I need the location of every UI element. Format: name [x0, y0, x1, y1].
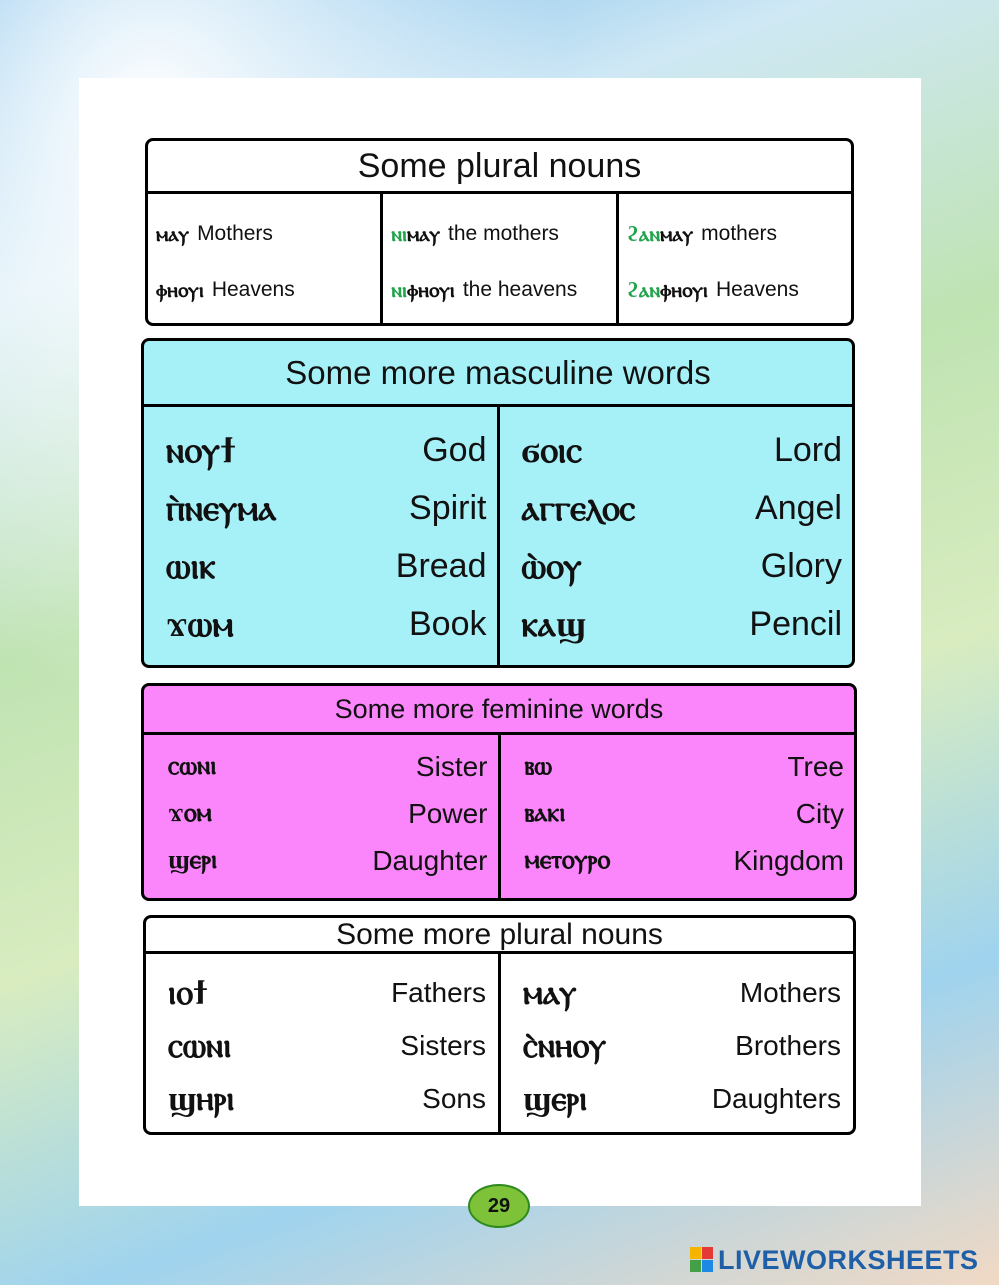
coptic-word: ⲙⲁⲩ [523, 972, 577, 1013]
coptic-word: ϣⲉⲣⲓ [523, 1078, 588, 1119]
english-word: Sons [422, 1082, 486, 1114]
plural-prefix: ⲛⲓ [391, 221, 407, 246]
word-row [627, 206, 843, 262]
coptic-word: ⲡ̀ⲛⲉⲩⲙⲁ [166, 486, 277, 529]
word-row [391, 206, 607, 262]
english-word: the mothers [448, 222, 559, 245]
feminine-right-column [498, 735, 855, 901]
word-row [523, 966, 841, 1019]
plural-nouns-box [145, 138, 854, 326]
coptic-word: ⲛⲟⲩϯ [166, 428, 237, 471]
box-title: Some more feminine words [144, 686, 854, 735]
feminine-words-box [141, 683, 857, 901]
english-word: God [422, 430, 487, 469]
english-word: Glory [760, 546, 842, 585]
word-row [525, 837, 845, 884]
word-row [168, 790, 488, 837]
english-word: Kingdom [733, 844, 844, 876]
masculine-right-column [497, 407, 853, 668]
box-title: Some more masculine words [144, 341, 852, 407]
english-word: Daughters [711, 1082, 841, 1114]
word-row [168, 743, 488, 790]
english-word: City [795, 797, 844, 829]
word-row [627, 262, 843, 318]
coptic-word: ⲙⲉⲧⲟⲩⲣⲟ [524, 845, 611, 875]
coptic-word: ϣⲉⲣⲓ [168, 845, 218, 875]
coptic-stem: ⲙⲁⲩ [406, 221, 441, 246]
plural-right-column [498, 954, 853, 1135]
word-row [522, 421, 843, 479]
english-word: Sister [415, 750, 488, 782]
word-row [522, 595, 843, 653]
english-word: Pencil [749, 604, 842, 643]
word-row [156, 206, 372, 262]
page-number-badge: 29 [468, 1184, 530, 1228]
coptic-word: ⲫⲏⲟⲩⲓ [156, 277, 204, 302]
coptic-word: ⲥⲱⲛⲓ [168, 751, 217, 781]
word-row [391, 262, 607, 318]
english-word: Tree [787, 750, 844, 782]
word-row [168, 1019, 486, 1072]
english-word: Daughter [372, 844, 488, 876]
coptic-word: ⲱ̀ⲟⲩ [521, 544, 582, 587]
coptic-word-with-prefix [391, 277, 454, 303]
word-row [523, 1072, 841, 1125]
box-title: Some more plural nouns [146, 918, 853, 954]
coptic-word: ⲥ̀ⲛⲏⲟⲩ [523, 1025, 607, 1066]
coptic-word: ϫⲟⲙ [168, 798, 212, 828]
coptic-word-with-prefix [627, 277, 708, 303]
english-word: Mothers [739, 976, 841, 1008]
coptic-word: ⲕⲁϣ [521, 602, 586, 645]
english-word: Heavens [715, 278, 799, 301]
word-row [522, 537, 843, 595]
english-word: Angel [755, 488, 842, 527]
english-word: Bread [395, 546, 487, 585]
plural-prefix: ⲛⲓ [391, 277, 407, 302]
english-word: Mothers [197, 222, 273, 245]
coptic-stem: ⲫⲏⲟⲩⲓ [406, 277, 455, 302]
liveworksheets-brand[interactable] [690, 1243, 979, 1277]
word-row [168, 966, 486, 1019]
word-row [166, 595, 487, 653]
english-word: Sisters [400, 1029, 486, 1061]
word-row [168, 837, 488, 884]
word-row [525, 743, 845, 790]
coptic-stem: ⲫⲏⲟⲩⲓ [660, 277, 708, 302]
coptic-word: ϫⲱⲙ [166, 602, 234, 645]
english-word: mothers [701, 222, 778, 245]
word-row [168, 1072, 486, 1125]
more-plural-nouns-box [143, 915, 856, 1135]
coptic-word: ⲓⲟϯ [168, 972, 209, 1013]
word-row [166, 537, 487, 595]
english-word: Brothers [735, 1029, 841, 1061]
coptic-word-with-prefix [627, 221, 694, 247]
word-row [166, 421, 487, 479]
coptic-word: ⲁⲅⲅⲉⲗⲟⲥ [521, 486, 636, 529]
coptic-word: ⲱⲓⲕ [166, 544, 216, 587]
word-row [523, 1019, 841, 1072]
plural-left-column [146, 954, 498, 1135]
word-row [522, 479, 843, 537]
coptic-word: ⲥⲱⲛⲓ [168, 1025, 232, 1066]
english-word: Fathers [391, 976, 486, 1008]
word-row [156, 262, 372, 318]
word-row [525, 790, 845, 837]
coptic-word: ϣⲏⲣⲓ [168, 1078, 235, 1119]
feminine-left-column [144, 735, 498, 901]
brand-name: LIVEWORKSHEETS [718, 1244, 979, 1275]
plural-prefix: ϩⲁⲛ [626, 221, 661, 246]
english-word: Lord [773, 430, 842, 469]
box-title: Some plural nouns [148, 141, 851, 194]
coptic-word-with-prefix [391, 221, 440, 247]
coptic-word: ⲙⲁⲩ [156, 221, 190, 246]
english-word: Heavens [211, 278, 295, 301]
liveworksheets-logo-icon [690, 1247, 714, 1273]
word-row [166, 479, 487, 537]
coptic-word: ϭⲟⲓⲥ [521, 428, 583, 471]
coptic-stem: ⲙⲁⲩ [660, 221, 694, 246]
masculine-left-column [144, 407, 497, 668]
plural-column-bare [148, 194, 380, 326]
coptic-word: ⲃⲱ [524, 751, 553, 781]
coptic-word: ⲃⲁⲕⲓ [524, 798, 566, 828]
plural-prefix: ϩⲁⲛ [626, 277, 661, 302]
english-word: Power [408, 797, 488, 829]
plural-column-definite [380, 194, 615, 326]
english-word: the heavens [462, 278, 578, 301]
english-word: Spirit [409, 488, 487, 527]
english-word: Book [409, 604, 487, 643]
masculine-words-box [141, 338, 855, 668]
plural-column-indefinite [616, 194, 851, 326]
